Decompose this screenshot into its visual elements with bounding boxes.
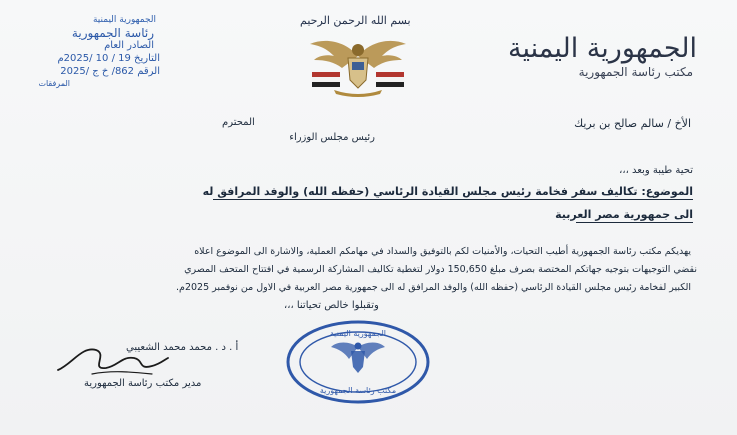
greeting: تحية طيبة وبعد ،،، [619,165,693,176]
recipient-honorific: المحترم [222,117,255,128]
basmala: بسم الله الرحمن الرحيم [300,14,411,27]
letterhead-republic: الجمهورية اليمنية [507,33,697,64]
seal-bottom-text: مكتب رئاسة الجمهورية [319,386,397,395]
register-number: الرقم 862/ خ ج /2025 [60,66,160,77]
register-republic-label: الجمهورية اليمنية [92,15,156,25]
register-attachments: المرفقات [38,79,70,88]
paragraph-line-2: نقضي التوجيهات بتوجيه جهاتكم المختصة بصرف مبلغ 150,650 دولار لتغطية تكاليف المشاركة الرسمية في افتتاح المتحف المصري [184,264,697,275]
register-date: التاريخ 19 / 10 /2025م [57,53,160,64]
subject-line-1: الموضوع: تكاليف سفر فخامة رئيس مجلس القيادة الرئاسي (حفظه الله) والوفد المرافق له [202,185,693,198]
paragraph-line-3: الكبير لفخامة رئيس مجلس القيادة الرئاسي (حفظه الله) والوفد المرافق له الى جمهورية مصر العربية في الاول من نوفمبر 2025م. [176,282,691,293]
letterhead-office: مكتب رئاسة الجمهورية [578,65,693,79]
recipient-name: الأخ / سالم صالح بن بريك [574,117,691,130]
signer-name: أ . د . محمد محمد الشعيبي [126,342,239,353]
office-seal [285,319,431,405]
register-stamp [14,12,168,90]
seal-top-text: الجمهورية اليمنية [329,329,387,338]
subject-underline-1 [213,199,693,200]
subject-underline-2 [576,222,693,223]
register-presidency: رئاسة الجمهورية [71,26,154,40]
signer-title: مدير مكتب رئاسة الجمهورية [84,378,202,389]
subject-line-2: الى جمهورية مصر العربية [555,208,693,221]
paragraph-line-1: يهديكم مكتب رئاسة الجمهورية أطيب التحيات، والأمنيات لكم بالتوفيق والسداد في مهامكم العملية، والاشارة الى الموضوع اعلاه [194,246,691,257]
recipient-title: رئيس مجلس الوزراء [289,132,375,143]
republic-eagle-emblem [304,30,412,98]
register-outgoing: الصادر العام [104,40,154,51]
closing-line: وتقبلوا خالص تحياتنا ،،، [284,300,379,311]
